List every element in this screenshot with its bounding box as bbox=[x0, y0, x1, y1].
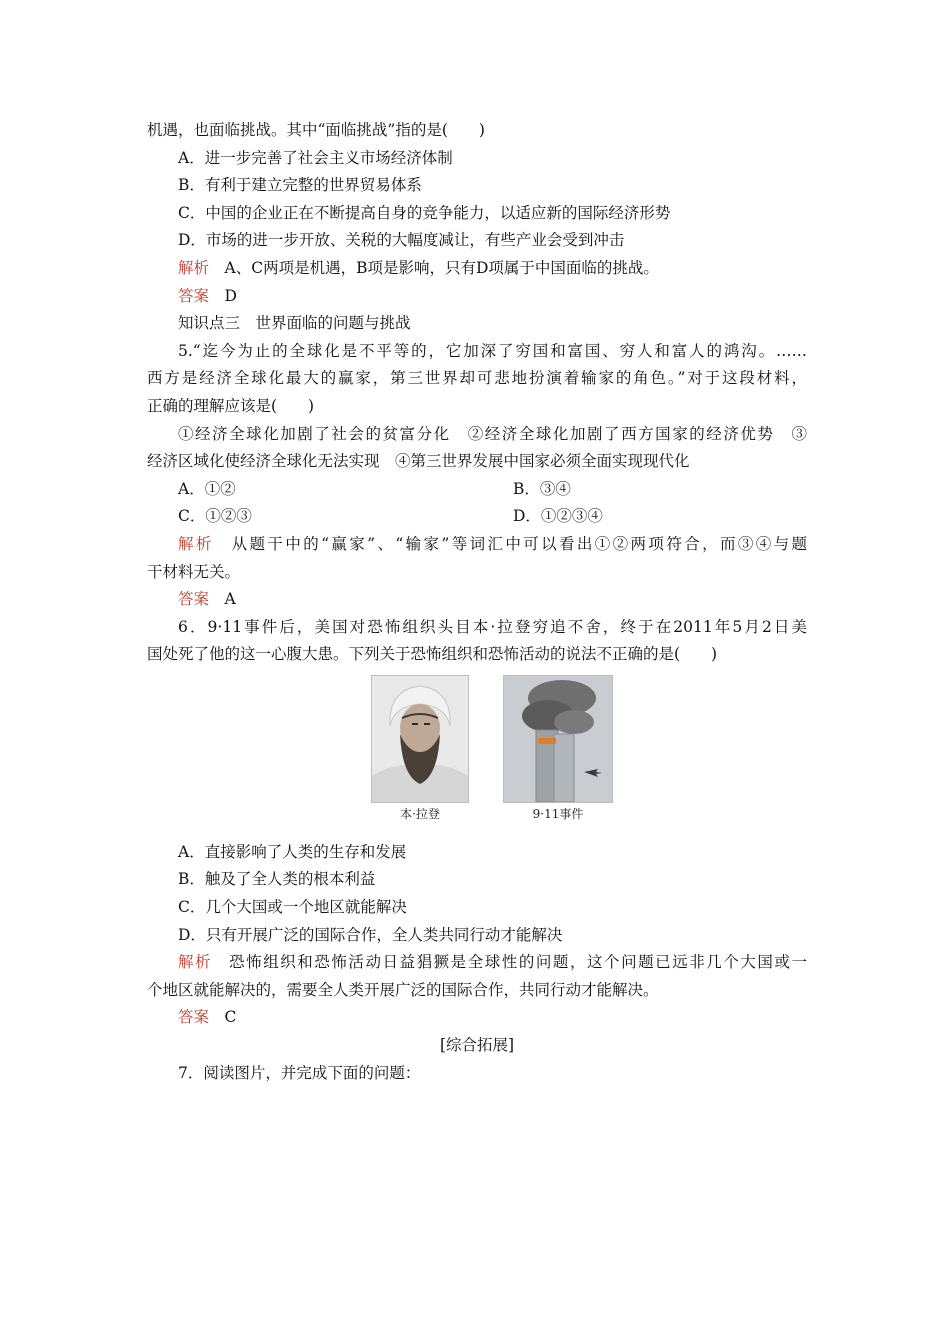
document-page bbox=[147, 117, 807, 1087]
q5-stem-line-3: 正确的理解应该是( ) bbox=[147, 396, 315, 415]
q6-option-a: A．直接影响了人类的生存和发展 bbox=[178, 842, 407, 861]
q5-statements-line-2: 经济区域化使经济全球化无法实现 ④第三世界发展中国家必须全面实现现代化 bbox=[147, 452, 690, 471]
portrait-caption: 本·拉登 bbox=[400, 806, 440, 821]
q4-option-b: B．有利于建立完整的世界贸易体系 bbox=[178, 176, 422, 195]
q4-option-d: D．市场的进一步开放、关税的大幅度减让，有些产业会受到冲击 bbox=[178, 231, 625, 250]
q5-option-a: A．①② bbox=[178, 479, 236, 498]
answer-label: 答案 bbox=[178, 590, 210, 609]
q5-analysis-line-2: 干材料无关。 bbox=[147, 562, 241, 581]
q5-stem-line-2: 西方是经济全球化最大的赢家，第三世界却可悲地扮演着输家的角色。”对于这段材料， bbox=[147, 369, 807, 388]
q4-answer-text: D bbox=[209, 286, 237, 305]
q5-option-c: C．①②③ bbox=[178, 507, 252, 526]
q5-options-row-2 bbox=[147, 503, 807, 531]
q6-analysis-line-2: 个地区就能解决的，需要全人类开展广泛的国际合作，共同行动才能解决。 bbox=[147, 980, 659, 999]
q4-answer bbox=[147, 283, 807, 311]
q4-stem: 机遇，也面临挑战。其中“面临挑战”指的是( ) bbox=[147, 121, 485, 139]
q5-stem-line-1: 5.“迄今为止的全球化是不平等的，它加深了穷国和富国、穷人和富人的鸿沟。…… bbox=[178, 341, 807, 360]
portrait-photo-icon bbox=[371, 675, 469, 803]
q5-answer-text: A bbox=[209, 590, 236, 609]
q4-option-a: A．进一步完善了社会主义市场经济体制 bbox=[178, 148, 453, 167]
q6-figures bbox=[147, 675, 807, 835]
q5-analysis-text-1: 从题干中的“赢家”、“输家”等词汇中可以看出①②两项符合，而③④与题 bbox=[213, 534, 807, 553]
q5-options-row-1 bbox=[147, 476, 807, 504]
q6-option-b: B．触及了全人类的根本利益 bbox=[178, 870, 376, 889]
figure-portrait bbox=[371, 675, 469, 825]
q6-analysis-line-1 bbox=[147, 949, 807, 977]
911-caption: 9·11事件 bbox=[532, 806, 584, 821]
answer-label: 答案 bbox=[178, 1008, 210, 1027]
section-title: 知识点三 世界面临的问题与挑战 bbox=[178, 314, 411, 333]
answer-label: 答案 bbox=[178, 286, 210, 305]
q4-analysis-text: A、C两项是机遇，B项是影响，只有D项属于中国面临的挑战。 bbox=[209, 258, 659, 277]
analysis-label: 解析 bbox=[178, 953, 213, 972]
q6-option-d: D．只有开展广泛的国际合作，全人类共同行动才能解决 bbox=[178, 925, 563, 944]
twin-towers-photo-icon bbox=[503, 675, 613, 803]
q6-answer bbox=[147, 1004, 807, 1032]
figure-911 bbox=[503, 675, 613, 825]
q4-analysis bbox=[147, 255, 807, 283]
q4-option-c: C．中国的企业正在不断提高自身的竞争能力，以适应新的国际经济形势 bbox=[178, 203, 671, 222]
q5-analysis-line-1 bbox=[147, 531, 807, 559]
q6-analysis-text-1: 恐怖组织和恐怖活动日益猖獗是全球性的问题，这个问题已远非几个大国或一 bbox=[212, 953, 807, 972]
q5-option-d: D．①②③④ bbox=[513, 507, 603, 526]
q6-stem-line-2: 国处死了他的这一心腹大患。下列关于恐怖组织和恐怖活动的说法不正确的是( ) bbox=[147, 645, 718, 664]
analysis-label: 解析 bbox=[178, 258, 210, 277]
q5-option-b: B．③④ bbox=[513, 479, 571, 498]
q5-statements-line-1: ①经济全球化加剧了社会的贫富分化 ②经济全球化加剧了西方国家的经济优势 ③ bbox=[178, 424, 807, 443]
q7-stem: 7．阅读图片，并完成下面的问题： bbox=[178, 1063, 421, 1082]
analysis-label: 解析 bbox=[178, 534, 214, 553]
q6-option-c: C．几个大国或一个地区就能解决 bbox=[178, 898, 407, 917]
q6-answer-text: C bbox=[209, 1008, 237, 1027]
q5-answer bbox=[147, 586, 807, 614]
section-ext-title: [综合拓展] bbox=[439, 1036, 515, 1055]
q6-stem-line-1: 6．9·11事件后，美国对恐怖组织头目本·拉登穷追不舍，终于在2011年5月2日美 bbox=[178, 617, 807, 636]
